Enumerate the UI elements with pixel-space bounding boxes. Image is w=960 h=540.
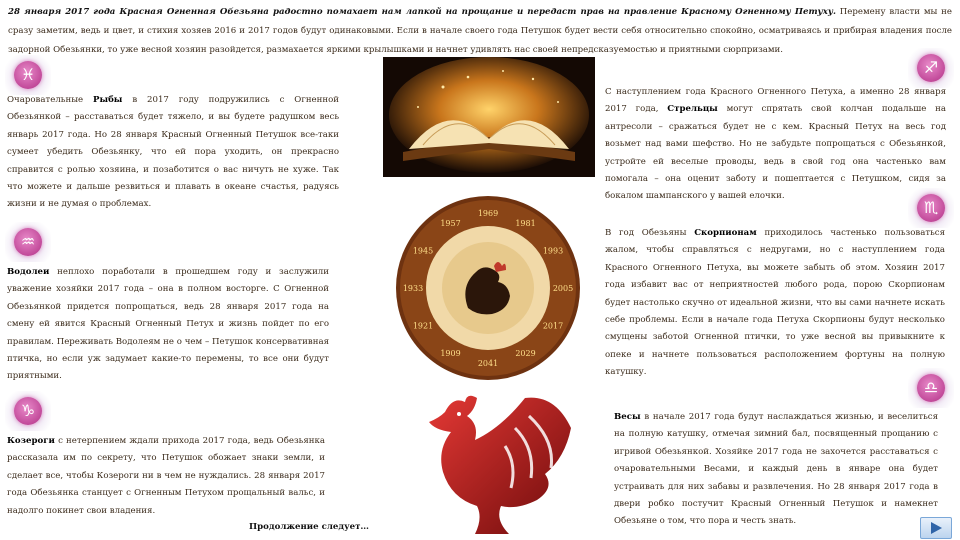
wheel-year-label: 1969 bbox=[477, 209, 499, 218]
capricorn-sign-icon: ♑ bbox=[5, 391, 51, 431]
aquarius-paragraph: Водолеи неплохо поработали в прошедшем году и заслужили уважение хозяйки 2017 года – она в полном восторге. С Огненной Обезьянкой придется попрощаться, ведь 28 января 2017 года на смену ей явится Красный Огненный Петух и жизнь пойдет по его правилам. Переживать Водолеям не о чем – Петушок консервативная птичка, но если уж задумает какие-то перемены, то все они будут приятными. bbox=[7, 267, 329, 382]
libra-paragraph: Весы в начале 2017 года будут наслаждаться жизнью, и веселиться на полную катушку, отмечая зимний бал, посвященный прощанию с игривой Обезьянкой. Хозяйке 2017 года не захочется расставаться с очаровательными Весами, и каждый день в январе она будет устраивать для них забавы и развлечения. Но 28 января 2017 года в двери робко постучит Красный Огненный Петушок и намекнет Обезьяне о том, что пора и честь знать. bbox=[614, 412, 938, 527]
libra-sign-icon: ♎ bbox=[908, 368, 954, 408]
wheel-year-label: 1945 bbox=[412, 246, 434, 256]
scorpio-name: Скорпионам bbox=[694, 228, 757, 238]
wheel-year-label: 2005 bbox=[552, 284, 574, 293]
wheel-year-label: 2041 bbox=[477, 359, 499, 368]
intro-paragraph bbox=[8, 3, 952, 60]
continued-label: Продолжение следует… bbox=[249, 522, 370, 532]
wheel-year-label: 1957 bbox=[440, 219, 461, 228]
sagittarius-name: Стрельцы bbox=[667, 104, 718, 115]
wheel-year-label: 1993 bbox=[542, 246, 564, 256]
wheel-year-label: 1981 bbox=[515, 219, 536, 228]
wheel-year-label: 1933 bbox=[402, 284, 424, 293]
aquarius-sign-icon: ♒ bbox=[5, 222, 51, 262]
red-rooster-image bbox=[405, 388, 577, 538]
wheel-year-label: 1909 bbox=[440, 349, 461, 358]
scorpio-sign-icon: ♏ bbox=[908, 188, 954, 228]
capricorn-paragraph: Козероги с нетерпением ждали прихода 2017 года, ведь Обезьянка рассказала им по секрету, что Петушок обожает знаки земли, и сделает все, чтобы Козероги ни в чем не нуждались. 28 января 2017 года Обезьянка станцует с Огненным Петухом прощальный вальс, и надолго покинет свои владения. bbox=[7, 436, 326, 516]
pisces-sign-icon: ♓ bbox=[5, 55, 51, 95]
magic-book-image bbox=[383, 57, 595, 177]
wheel-year-label: 2017 bbox=[542, 321, 564, 331]
scorpio-paragraph: В год Обезьяны Скорпионам приходилось частенько пользоваться жалом, чтобы справляться с недругами, но с наступлением года Красного Огненного Петуха, вы можете забыть об этом. Хозяин 2017 года избавит вас от неприятностей любого рода, порою Скорпионам будет настолько скучно от идеальной жизни, что вы сами начнете искать себе проблемы. Если в начале года Петуха Скорпионы будут несколько смущены заботой Огненной птички, то уже весной вы привыкните к опеке и начнете пользоваться расположением фортуны на полную катушку. bbox=[605, 228, 946, 378]
sagittarius-sign-icon: ♐ bbox=[908, 48, 954, 88]
zodiac-wheel-image bbox=[395, 195, 581, 381]
play-arrow-icon bbox=[929, 521, 943, 535]
capricorn-name: Козероги bbox=[7, 436, 55, 446]
next-slide-button[interactable] bbox=[920, 517, 952, 539]
pisces-paragraph: Очаровательные Рыбы в 2017 году подружились с Огненной Обезьянкой – расставаться будет тяжело, и вы будете радушком весь январь 2017 года. Но 28 января Красный Огненный Петушок все-таки сумеет убедить Обезьянку, что ей пора уходить, он прекрасно справится с ролью хозяина, и позаботится о вас ничуть не хуже. Так что можете и дальше резвиться и плавать в океане счастья, радуясь жизни и не думая о проблемах. bbox=[7, 95, 339, 210]
intro-lead: 28 января 2017 года Красная Огненная Обезьяна радостно помахает нам лапкой на прощание и передаст прав на правление Красному Огненному Петуху. bbox=[8, 7, 836, 17]
wheel-year-label: 1921 bbox=[412, 321, 434, 331]
aquarius-name: Водолеи bbox=[7, 267, 50, 277]
sagittarius-paragraph: С наступлением года Красного Огненного Петуха, а именно 28 января 2017 года, Стрельцы могут спрятать свой колчан подальше на антресоли – сражаться будет не с кем. Красный Петух на весь год возьмет над вами шефство. Но не забудьте попрощаться с Обезьянкой, устройте ей веселые проводы, ведь в свой год она частенько вам помогала – она оценит заботу и пошептается с Петушком, сидя за бокалом шампанского у вашей елочки. bbox=[605, 87, 946, 202]
intro-rest: Перемену власти мы не сразу заметим, ведь и цвет, и стихия хозяев 2016 и 2017 годов будут одинаковыми. Если в начале своего года Петушок будет вести себя относительно спокойно, осматриваясь и прибирая владения после задорной Обезьянки, то уже весной хозяин разойдется, размахается яркими крылышками и начнет удивлять нас своей непредсказуемостью и приятными сюрпризами. bbox=[8, 7, 952, 55]
pisces-name: Рыбы bbox=[93, 95, 123, 105]
wheel-year-label: 2029 bbox=[515, 349, 536, 358]
libra-name: Весы bbox=[614, 412, 641, 422]
